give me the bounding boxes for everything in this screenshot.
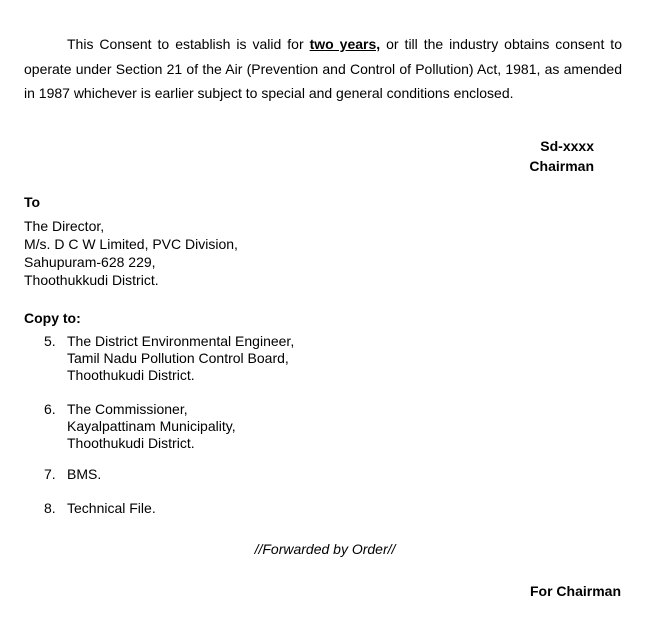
address-line: M/s. D C W Limited, PVC Division, bbox=[24, 236, 238, 252]
copy-to-item bbox=[44, 401, 236, 452]
copy-item-lines bbox=[67, 500, 156, 517]
copy-item-number: 5. bbox=[44, 333, 56, 349]
copy-item-line: The Commissioner, bbox=[67, 401, 188, 417]
paragraph-text-start: This Consent to establish is valid for bbox=[67, 36, 310, 52]
signature-block bbox=[529, 136, 594, 176]
consent-validity-paragraph bbox=[24, 32, 622, 106]
signature-title: Chairman bbox=[529, 158, 594, 174]
recipient-address bbox=[24, 217, 238, 289]
paragraph-text-end: or till the industry obtains consent to operate under Section 21 of the Air (Prevention and Control of Pollution) Act, 1981, as amended in 1987 whichever is earlier subject to special and general conditions enclosed. bbox=[24, 36, 622, 101]
copy-item-lines bbox=[67, 401, 236, 452]
copy-item-line: Thoothukudi District. bbox=[67, 435, 195, 451]
copy-item-lines bbox=[67, 466, 101, 483]
for-chairman-signoff: For Chairman bbox=[529, 583, 621, 599]
copy-item-number: 8. bbox=[44, 500, 56, 516]
forwarded-by-order: //Forwarded by Order// bbox=[254, 541, 396, 557]
address-line: The Director, bbox=[24, 218, 105, 234]
copy-to-item bbox=[44, 500, 156, 517]
copy-to-item bbox=[44, 466, 101, 483]
validity-period-emphasis: two years, bbox=[309, 36, 381, 52]
copy-item-number: 7. bbox=[44, 466, 56, 482]
copy-item-line: Technical File. bbox=[67, 500, 156, 516]
copy-item-line: Tamil Nadu Pollution Control Board, bbox=[67, 350, 289, 366]
copy-item-line: Kayalpattinam Municipality, bbox=[67, 418, 236, 434]
copy-item-line: The District Environmental Engineer, bbox=[67, 333, 295, 349]
copy-to-item bbox=[44, 333, 294, 384]
copy-item-line: Thoothukudi District. bbox=[67, 367, 195, 383]
signature-sd: Sd-xxxx bbox=[540, 138, 594, 154]
address-line: Sahupuram-628 229, bbox=[24, 254, 156, 270]
address-line: Thoothukkudi District. bbox=[24, 272, 159, 288]
to-heading: To bbox=[24, 194, 41, 210]
copy-item-lines bbox=[67, 333, 294, 384]
copy-item-line: BMS. bbox=[67, 466, 102, 482]
copy-item-number: 6. bbox=[44, 401, 56, 417]
copy-to-heading: Copy to: bbox=[24, 310, 81, 326]
